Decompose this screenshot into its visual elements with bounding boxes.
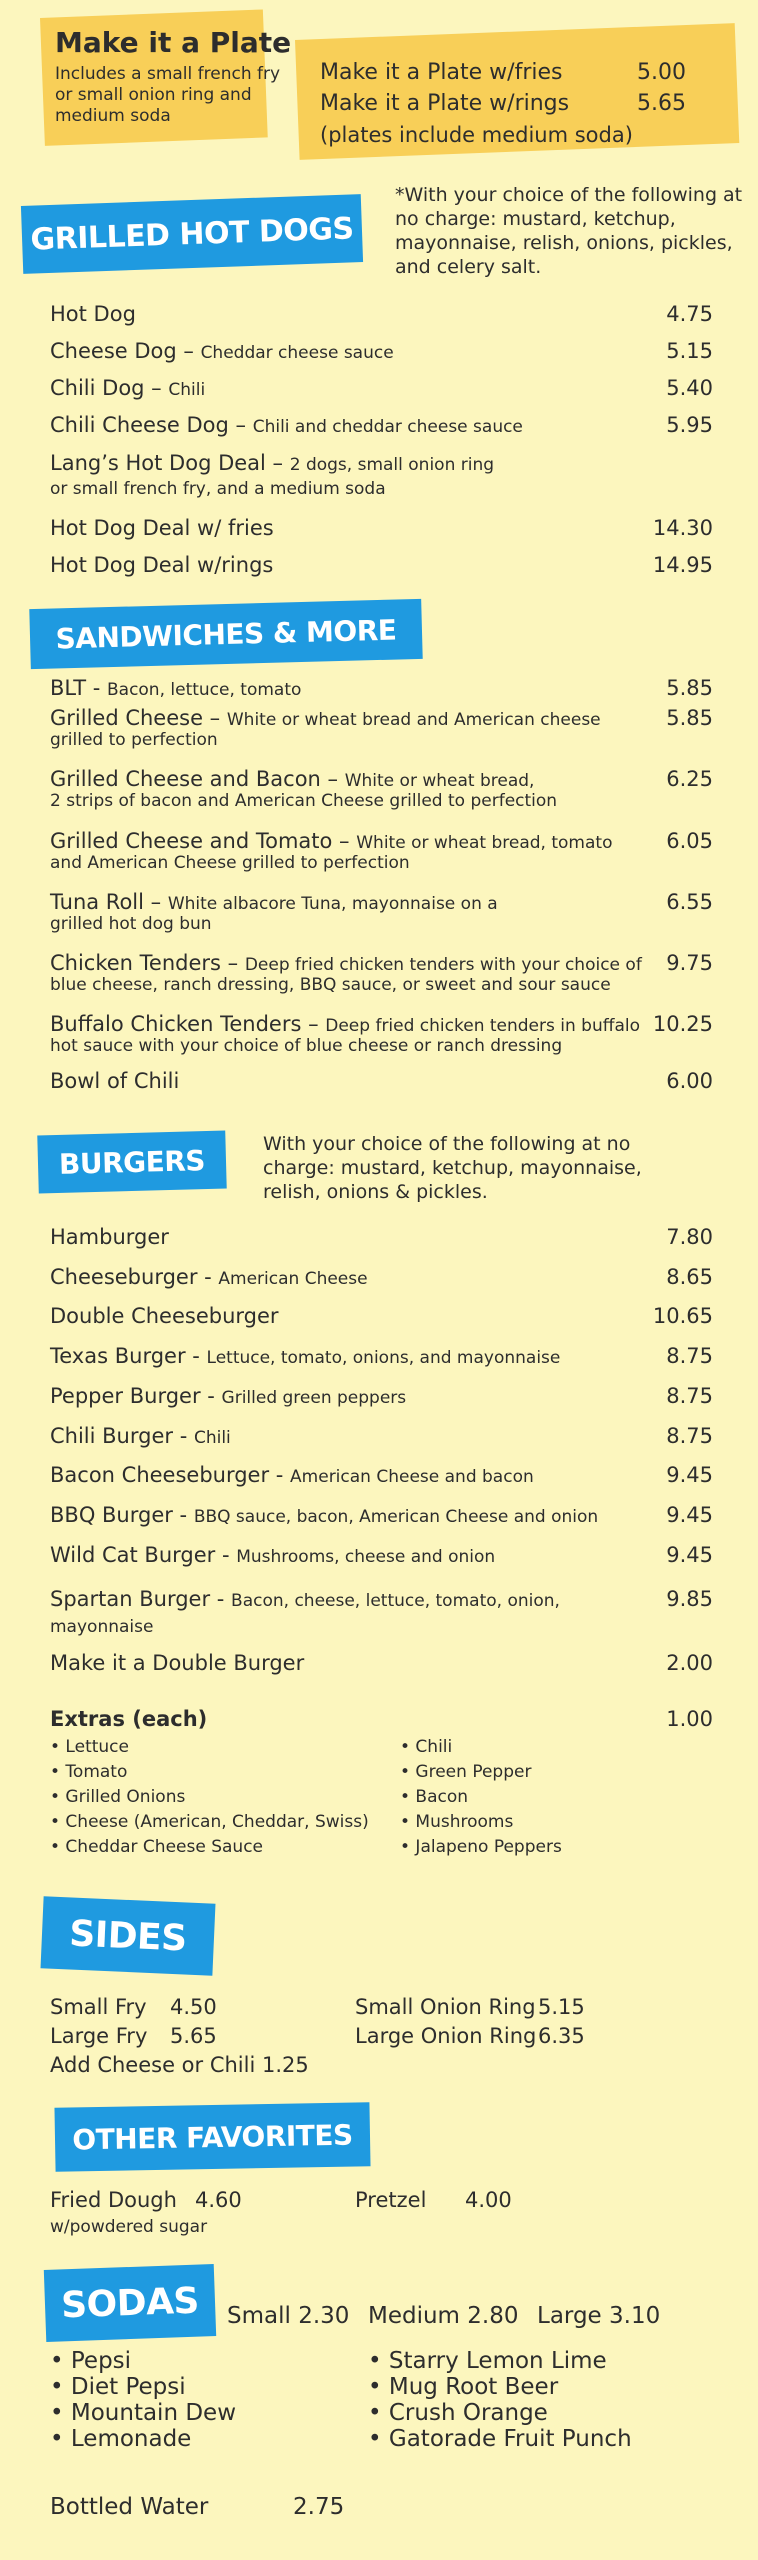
- sides-heading: SIDES: [41, 1896, 216, 1975]
- burger-text: [50, 1225, 666, 1249]
- sandwich-name: Grilled Cheese and Bacon –: [50, 767, 345, 791]
- hotdog-price: 5.40: [666, 376, 713, 400]
- menu-row: [50, 516, 713, 540]
- burger-price: 9.45: [666, 1503, 713, 1527]
- double-burger-label: Make it a Double Burger: [50, 1651, 305, 1675]
- sandwich-price: 9.75: [666, 951, 713, 975]
- burger-desc: American Cheese and bacon: [290, 1467, 534, 1487]
- burger-text: [50, 1344, 666, 1368]
- burger-desc: BBQ sauce, bacon, American Cheese and onion: [193, 1507, 599, 1527]
- large-ring-price: 6.35: [538, 2024, 585, 2048]
- burger-name: Hamburger: [50, 1225, 169, 1249]
- hotdogs-note: *With your choice of the following at no charge: mustard, ketchup, mayonnaise, relish, onions, pickles, and celery salt.: [395, 184, 743, 278]
- burger-price: 7.80: [666, 1225, 713, 1249]
- extras-item: • Bacon: [400, 1787, 469, 1807]
- burgers-heading: BURGERS: [37, 1131, 226, 1194]
- burger-price: 8.65: [666, 1265, 713, 1289]
- sandwich-desc: White or wheat bread,: [344, 771, 535, 791]
- burger-desc: Chili: [193, 1428, 231, 1448]
- sandwich-price: 10.25: [652, 1012, 713, 1036]
- hotdog-name: Hot Dog: [50, 302, 136, 326]
- hotdog-price: 5.15: [666, 339, 713, 363]
- sandwich-row: [50, 767, 713, 811]
- burgers-note: With your choice of the following at no charge: mustard, ketchup, mayonnaise, relish, onions & pickles.: [263, 1133, 642, 1203]
- hotdog-text: [50, 339, 666, 363]
- soda-item: • Gatorade Fruit Punch: [368, 2426, 632, 2452]
- extras-item: • Cheese (American, Cheddar, Swiss): [50, 1812, 369, 1832]
- burger-name: Wild Cat Burger -: [50, 1543, 237, 1567]
- plate-fries-label: Make it a Plate w/fries: [320, 60, 563, 85]
- add-cheese-chili: Add Cheese or Chili 1.25: [50, 2053, 309, 2077]
- sandwich-text: [50, 1069, 666, 1093]
- sandwich-name: Tuna Roll –: [50, 890, 168, 914]
- fried-dough-price: 4.60: [195, 2188, 242, 2212]
- extras-item: • Tomato: [50, 1762, 128, 1782]
- burger-price: 9.85: [666, 1587, 713, 1611]
- hotdog-row: [50, 413, 713, 437]
- extras-item: • Lettuce: [50, 1737, 129, 1757]
- small-ring-label: Small Onion Ring: [355, 1995, 536, 2019]
- sandwich-desc-cont: grilled hot dog bun: [50, 914, 212, 934]
- pretzel-label: Pretzel: [355, 2188, 427, 2212]
- sandwich-desc-cont: and American Cheese grilled to perfection: [50, 853, 410, 873]
- pretzel-price: 4.00: [465, 2188, 512, 2212]
- burger-desc: Bacon, cheese, lettuce, tomato, onion,: [231, 1591, 560, 1611]
- extras-item: • Green Pepper: [400, 1762, 532, 1782]
- burger-desc: American Cheese: [218, 1269, 368, 1289]
- hotdogs-heading: GRILLED HOT DOGS: [21, 194, 363, 274]
- sandwich-price: 5.85: [666, 706, 713, 730]
- sandwich-row: [50, 890, 713, 934]
- sandwich-desc-cont: blue cheese, ranch dressing, BBQ sauce, or sweet and sour sauce: [50, 975, 611, 995]
- sandwich-desc: White albacore Tuna, mayonnaise on a: [167, 894, 498, 914]
- sandwich-name: Buffalo Chicken Tenders –: [50, 1012, 326, 1036]
- burger-name: Texas Burger -: [50, 1344, 207, 1368]
- hotdog-row: [50, 376, 713, 400]
- hotdog-name: Cheese Dog –: [50, 339, 201, 363]
- burger-name: Spartan Burger -: [50, 1587, 232, 1611]
- burger-name: BBQ Burger -: [50, 1503, 194, 1527]
- hotdog-desc: Chili: [168, 380, 206, 400]
- sandwich-row: [50, 706, 713, 750]
- hotdog-deal-rings: Hot Dog Deal w/rings: [50, 553, 274, 577]
- hotdog-price: 4.75: [666, 302, 713, 326]
- sandwich-price: 6.05: [666, 829, 713, 853]
- extras-item: • Cheddar Cheese Sauce: [50, 1837, 263, 1857]
- sandwich-price: 6.00: [666, 1069, 713, 1093]
- burger-price: 8.75: [666, 1344, 713, 1368]
- burger-row: [50, 1543, 713, 1567]
- hotdog-deal-desc: or small french fry, and a medium soda: [50, 479, 386, 499]
- burger-desc: Mushrooms, cheese and onion: [236, 1547, 496, 1567]
- extras-item: • Chili: [400, 1737, 453, 1757]
- extras-list-left: [50, 1735, 369, 1860]
- burger-text: [50, 1463, 666, 1487]
- sandwich-text: [50, 767, 666, 811]
- sandwich-desc: Bacon, lettuce, tomato: [106, 680, 302, 700]
- sandwich-price: 6.55: [666, 890, 713, 914]
- burger-row: [50, 1384, 713, 1408]
- burger-row: [50, 1463, 713, 1487]
- hotdog-text: [50, 302, 666, 326]
- sandwich-name: Chicken Tenders –: [50, 951, 245, 975]
- burger-text: [50, 1503, 666, 1527]
- sandwich-name: Grilled Cheese –: [50, 706, 227, 730]
- sandwich-row: [50, 829, 713, 873]
- sandwich-row: [50, 676, 713, 700]
- hotdog-text: [50, 413, 666, 437]
- soda-list-left: [50, 2348, 236, 2452]
- soda-item: • Lemonade: [50, 2426, 192, 2452]
- hotdog-desc: Chili and cheddar cheese sauce: [252, 417, 523, 437]
- burger-row: [50, 1424, 713, 1448]
- hotdog-deal-fries: Hot Dog Deal w/ fries: [50, 516, 274, 540]
- burger-row: [50, 1587, 713, 1611]
- sandwich-text: [50, 706, 666, 750]
- large-fry-label: Large Fry: [50, 2024, 148, 2048]
- burger-price: 9.45: [666, 1543, 713, 1567]
- extras-list-right: [400, 1735, 562, 1860]
- plate-rings-label: Make it a Plate w/rings: [320, 91, 570, 116]
- plate-title: Make it a Plate: [55, 26, 292, 59]
- extras-price: 1.00: [666, 1707, 713, 1731]
- sandwiches-heading: SANDWICHES & MORE: [29, 599, 422, 669]
- small-fry-label: Small Fry: [50, 1995, 147, 2019]
- sodas-heading: SODAS: [44, 2264, 216, 2342]
- burger-desc: Lettuce, tomato, onions, and mayonnaise: [206, 1348, 561, 1368]
- plate-rings-price: 5.65: [637, 91, 686, 116]
- large-ring-label: Large Onion Ring: [355, 2024, 537, 2048]
- sandwich-row: [50, 951, 713, 995]
- sandwich-desc: White or wheat bread and American cheese: [226, 710, 601, 730]
- menu-row: [50, 1707, 713, 1731]
- burger-text: [50, 1587, 666, 1611]
- plate-note: (plates include medium soda): [320, 123, 633, 147]
- soda-item: • Diet Pepsi: [50, 2374, 186, 2400]
- burger-name: Double Cheeseburger: [50, 1304, 279, 1328]
- soda-item: • Pepsi: [50, 2348, 132, 2374]
- hotdog-row: [50, 302, 713, 326]
- burger-text: [50, 1424, 666, 1448]
- small-ring-price: 5.15: [538, 1995, 585, 2019]
- soda-small-price: Small 2.30: [227, 2303, 350, 2329]
- sandwich-price: 5.85: [666, 676, 713, 700]
- sandwich-desc: Deep fried chicken tenders with your choice of: [244, 955, 642, 975]
- extras-label: Extras (each): [50, 1707, 208, 1731]
- large-fry-price: 5.65: [170, 2024, 217, 2048]
- extras-item: • Jalapeno Peppers: [400, 1837, 562, 1857]
- sandwich-desc-cont: grilled to perfection: [50, 730, 218, 750]
- burger-price: 10.65: [652, 1304, 713, 1328]
- sandwich-text: [50, 951, 666, 995]
- burger-name: Bacon Cheeseburger -: [50, 1463, 291, 1487]
- sandwich-text: [50, 890, 666, 934]
- burger-name: Chili Burger -: [50, 1424, 194, 1448]
- burger-text: [50, 1265, 666, 1289]
- burger-row: [50, 1344, 713, 1368]
- menu-row: [50, 1651, 713, 1675]
- soda-large-price: Large 3.10: [537, 2303, 661, 2329]
- burger-name: Cheeseburger -: [50, 1265, 219, 1289]
- hotdog-desc: Cheddar cheese sauce: [200, 343, 394, 363]
- fried-dough-label: Fried Dough: [50, 2188, 177, 2212]
- soda-item: • Mug Root Beer: [368, 2374, 559, 2400]
- sandwich-text: [50, 1012, 653, 1056]
- sandwich-row: [50, 1069, 713, 1093]
- hotdog-name: Chili Dog –: [50, 376, 169, 400]
- menu-row: [50, 553, 713, 577]
- plate-fries-price: 5.00: [637, 60, 686, 85]
- burger-text: [50, 1384, 666, 1408]
- burger-price: 9.45: [666, 1463, 713, 1487]
- extras-item: • Mushrooms: [400, 1812, 514, 1832]
- burger-text: [50, 1304, 653, 1328]
- burger-row: [50, 1304, 713, 1328]
- bottled-water-label: Bottled Water: [50, 2494, 209, 2520]
- sandwich-name: BLT -: [50, 676, 107, 700]
- favorites-heading: OTHER FAVORITES: [54, 2102, 370, 2171]
- soda-medium-price: Medium 2.80: [368, 2303, 519, 2329]
- hotdog-deal-rings-price: 14.95: [652, 553, 713, 577]
- small-fry-price: 4.50: [170, 1995, 217, 2019]
- hotdog-deal-name: Lang’s Hot Dog Deal – 2 dogs, small onion ring: [50, 451, 495, 475]
- sandwich-price: 6.25: [666, 767, 713, 791]
- sandwich-text: [50, 829, 666, 873]
- extras-item: • Grilled Onions: [50, 1787, 186, 1807]
- hotdog-name: Chili Cheese Dog –: [50, 413, 253, 437]
- plate-description: Includes a small french fry or small onion ring and medium soda: [55, 64, 281, 126]
- burger-text: [50, 1543, 666, 1567]
- hotdog-price: 5.95: [666, 413, 713, 437]
- spartan-desc: mayonnaise: [50, 1617, 154, 1637]
- burger-row: [50, 1265, 713, 1289]
- sandwich-text: [50, 676, 666, 700]
- hotdog-deal-fries-price: 14.30: [652, 516, 713, 540]
- sandwich-name: Bowl of Chili: [50, 1069, 180, 1093]
- double-burger-price: 2.00: [666, 1651, 713, 1675]
- fried-dough-note: w/powdered sugar: [50, 2217, 208, 2237]
- hotdog-text: [50, 376, 666, 400]
- burger-name: Pepper Burger -: [50, 1384, 222, 1408]
- burger-price: 8.75: [666, 1424, 713, 1448]
- sandwich-name: Grilled Cheese and Tomato –: [50, 829, 357, 853]
- bottled-water-price: 2.75: [293, 2494, 345, 2520]
- sandwich-row: [50, 1012, 713, 1056]
- soda-item: • Mountain Dew: [50, 2400, 237, 2426]
- burger-price: 8.75: [666, 1384, 713, 1408]
- burger-desc: Grilled green peppers: [221, 1388, 407, 1408]
- sandwich-desc-cont: hot sauce with your choice of blue cheese or ranch dressing: [50, 1036, 563, 1056]
- burger-row: [50, 1503, 713, 1527]
- sandwich-desc-cont: 2 strips of bacon and American Cheese grilled to perfection: [50, 791, 558, 811]
- soda-item: • Starry Lemon Lime: [368, 2348, 607, 2374]
- burger-row: [50, 1225, 713, 1249]
- soda-list-right: [368, 2348, 632, 2452]
- hotdog-row: [50, 339, 713, 363]
- sandwich-desc: White or wheat bread, tomato: [356, 833, 613, 853]
- soda-item: • Crush Orange: [368, 2400, 548, 2426]
- sandwich-desc: Deep fried chicken tenders in buffalo: [325, 1016, 640, 1036]
